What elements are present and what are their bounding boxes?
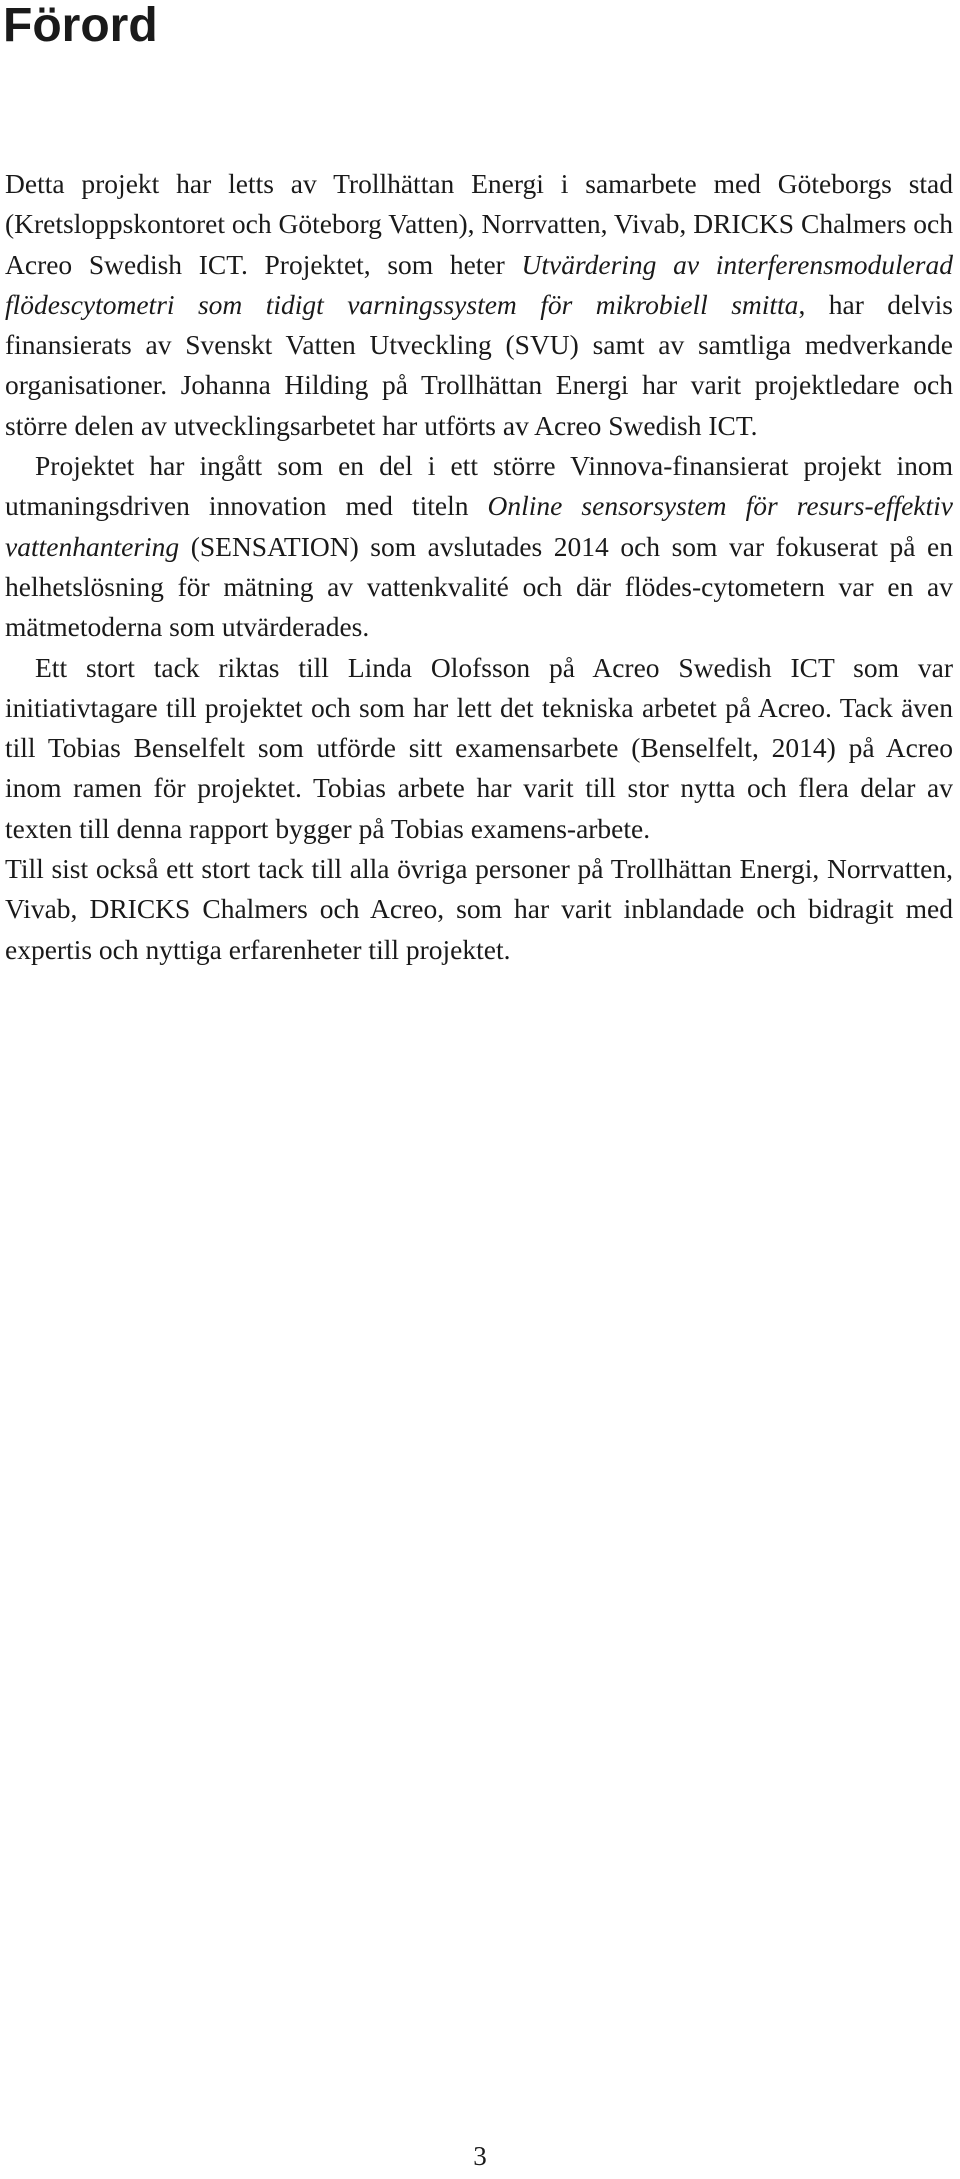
paragraph-2-text-b: (SENSATION) som avslutades 2014 och som var fokuserat på en helhetslösning för mätning av vattenkvalité och där flödes-cytometern var en av mätmetoderna som utvärderades. — [5, 530, 953, 643]
paragraph-2-project-title: Online sensorsystem för resurs-effektiv vattenhantering — [5, 490, 954, 562]
page-number: 3 — [473, 2141, 487, 2171]
paragraph-3-text: Ett stort tack riktas till Linda Olofsson på Acreo Swedish ICT som var initiativtagare till projektet och som har lett det tekniska arbetet på Acreo. Tack även till Tobias Benselfelt som utförde sitt examensarbete (Benselfelt, 2014) på Acreo inom ramen för projektet. Tobias arbete har varit till stor nytta och flera delar av texten till denna rapport bygger på Tobias examens-arbete. — [5, 651, 953, 844]
paragraph-1-project-title: Utvärdering av interferensmodulerad flödescytometri som tidigt varningssystem för mikrobiell smitta — [5, 248, 953, 320]
paragraph-1-text-b: , har delvis finansierats av Svenskt Vatten Utveckling (SVU) samt av samtliga medverkande organisationer. Johanna Hilding på Trollhättan Energi har varit projektledare och större delen av utvecklingsarbetet har utförts av Acreo Swedish ICT. — [5, 288, 953, 441]
paragraph-3 — [5, 648, 953, 849]
page-title: Förord — [3, 0, 158, 52]
paragraph-4-text: Till sist också ett stort tack till alla övriga personer på Trollhättan Energi, Norrvatten, Vivab, DRICKS Chalmers och Acreo, som har varit inblandade och bidragit med expertis och nyttiga erfarenheter till projektet. — [5, 853, 953, 965]
body-text — [5, 164, 953, 970]
paragraph-1 — [5, 164, 953, 446]
paragraph-2-text-a: Projektet har ingått som en del i ett större Vinnova-finansierat projekt inom utmaningsdriven innovation med titeln — [5, 450, 953, 522]
paragraph-2 — [5, 446, 953, 647]
paragraph-4 — [5, 849, 953, 970]
paragraph-1-text-a: Detta projekt har letts av Trollhättan Energi i samarbete med Göteborgs stad (Kretsloppskontoret och Göteborg Vatten), Norrvatten, Vivab, DRICKS Chalmers och Acreo Swedish ICT. Projektet, som heter — [5, 168, 953, 280]
